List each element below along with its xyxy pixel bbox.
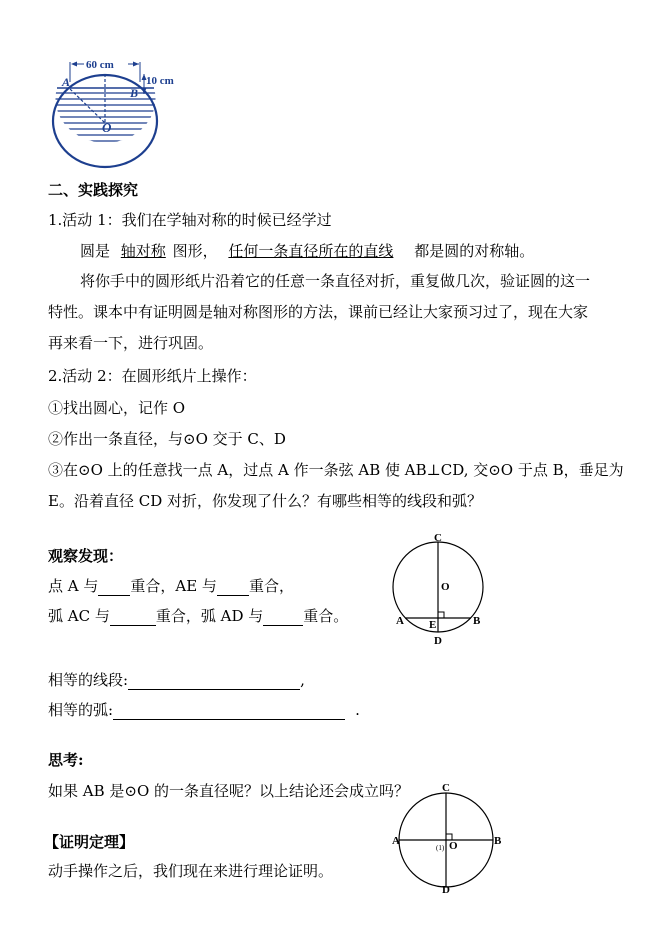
equal-segments-label: 相等的线段: bbox=[48, 671, 129, 689]
point-a-label: A bbox=[62, 75, 71, 89]
activity1-title: 1.活动 1：我们在学轴对称的时候已经学过 bbox=[48, 211, 332, 229]
proof-heading: 【证明定理】 bbox=[44, 833, 135, 851]
label-o: O bbox=[441, 581, 450, 593]
equal-segments-blank[interactable] bbox=[128, 673, 300, 690]
think-heading: 思考: bbox=[48, 751, 84, 769]
activity2-title: 2.活动 2：在圆形纸片上操作： bbox=[48, 367, 257, 385]
label-a: A bbox=[396, 615, 404, 627]
observe-l2-b: 重合，弧 AD 与 bbox=[155, 607, 264, 625]
blank-1[interactable] bbox=[98, 579, 130, 596]
observe-l2-a: 弧 AC 与 bbox=[48, 607, 110, 625]
fill-answer-2: 任何一条直径所在的直线 bbox=[228, 242, 394, 260]
activity2-step3-line2: E。沿着直径 CD 对折，你发现了什么？有哪些相等的线段和弧？ bbox=[48, 492, 482, 510]
activity2-step3-line1: ③在⊙O 上的任意找一点 A，过点 A 作一条弦 AB 使 AB⊥CD, 交⊙O 于点 B，垂足为 bbox=[48, 461, 624, 479]
observe-l1-a: 点 A 与 bbox=[48, 577, 99, 595]
depth-label: 10 cm bbox=[146, 75, 174, 87]
equal-arcs-line bbox=[48, 700, 360, 720]
point-b-label: B bbox=[130, 86, 139, 100]
right-angle-mark bbox=[438, 612, 444, 618]
label-b: B bbox=[473, 615, 481, 627]
activity1-para-line2: 特性。课本中有证明圆是轴对称图形的方法，课前已经让大家预习过了，现在大家 bbox=[48, 303, 589, 321]
proof-text: 动手操作之后，我们现在来进行理论证明。 bbox=[48, 862, 334, 880]
fill-answer-1: 轴对称 bbox=[120, 242, 166, 260]
label2-o: O bbox=[449, 840, 458, 852]
label-d: D bbox=[434, 635, 442, 647]
fill-line-post: 都是圆的对称轴。 bbox=[414, 242, 535, 260]
equal-arcs-label: 相等的弧: bbox=[48, 701, 114, 719]
tank-figure bbox=[44, 52, 194, 172]
observe-heading: 观察发现： bbox=[48, 547, 124, 565]
label2-b: B bbox=[494, 835, 502, 847]
label2-a: A bbox=[392, 835, 400, 847]
activity1-fill-line bbox=[80, 241, 534, 261]
section-heading: 二、实践探究 bbox=[48, 181, 139, 199]
blank-3[interactable] bbox=[110, 609, 156, 626]
label2-c: C bbox=[442, 782, 450, 794]
observe-l2-c: 重合。 bbox=[303, 607, 349, 625]
circle-figure-1 bbox=[390, 532, 490, 648]
equal-arcs-end: . bbox=[355, 701, 360, 719]
think-question: 如果 AB 是⊙O 的一条直径呢？以上结论还会成立吗？ bbox=[48, 782, 410, 800]
activity2-step2: ②作出一条直径，与⊙O 交于 C、D bbox=[48, 430, 286, 448]
activity1-para-line1: 将你手中的圆形纸片沿着它的任意一条直径对折，重复做几次，验证圆的这一 bbox=[80, 272, 591, 290]
observe-line2 bbox=[48, 606, 348, 626]
observe-l1-c: 重合， bbox=[248, 577, 294, 595]
equal-segments-line bbox=[48, 670, 305, 690]
observe-line1 bbox=[48, 576, 294, 596]
label-c: C bbox=[434, 532, 442, 544]
fill-line-pre: 圆是 bbox=[80, 242, 111, 260]
label2-d: D bbox=[442, 884, 450, 894]
blank-2[interactable] bbox=[217, 579, 249, 596]
activity2-step1: ①找出圆心，记作 O bbox=[48, 399, 186, 417]
blank-4[interactable] bbox=[263, 609, 303, 626]
label-e: E bbox=[429, 619, 437, 631]
center-label: O bbox=[102, 120, 112, 135]
equal-segments-end: , bbox=[300, 671, 305, 689]
equal-arcs-blank[interactable] bbox=[113, 703, 345, 720]
observe-l1-b: 重合，AE 与 bbox=[130, 577, 217, 595]
width-label: 60 cm bbox=[86, 59, 114, 71]
circle-figure-2 bbox=[392, 782, 504, 894]
label2-angle: (1) bbox=[436, 844, 445, 852]
activity1-para-line3: 再来看一下，进行巩固。 bbox=[48, 334, 214, 352]
fill-line-mid: 图形， bbox=[172, 242, 218, 260]
